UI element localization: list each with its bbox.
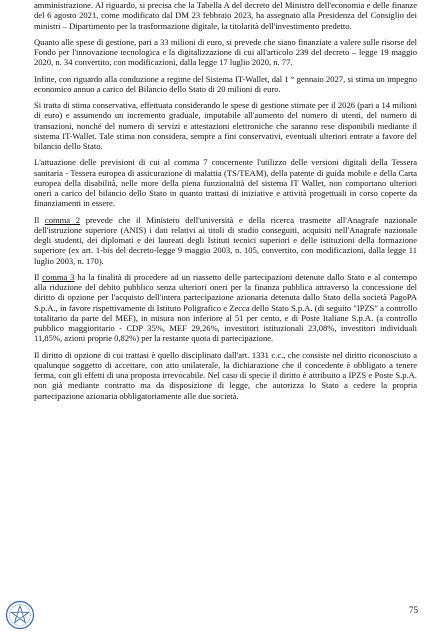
paragraph-6-prefix: Il <box>34 214 45 225</box>
page-number: 75 <box>409 605 418 615</box>
paragraph-4: Si tratta di stima conservativa, effettuata considerando le spese di gestione stimate per il 2026 (pari a 14 milioni di euro) e assumendo un incremento graduale, imputabile all'aumento del numero di utenti, del numero di transazioni, nonché del numero di servizi e attestazioni elettroniche che saranno rese disponibili mediante il sistema IT-Wallet. Tale stima non considera, sempre a fini conservativi, eventuali ulteriori entrate a favore del bilancio dello Stato. <box>34 100 417 151</box>
paragraph-8: Il diritto di opzione di cui trattasi è quello disciplinato dall'art. 1331 c.c., che consiste nel diritto riconosciuto a qualunque soggetto di accettare, con atto unilaterale, la dichiarazione che il concedente è obbligato a tenere ferma, con gli effetti di una proposta irrevocabile. Nel caso di specie il diritto è attribuito a IPZS e Poste S.p.A. non già mediante contratto ma da disposizione di legge, che autorizza lo Stato a cedere la propria partecipazione azionaria obbligatoriamente alle due società. <box>34 349 417 401</box>
paragraph-6-text: prevede che il Ministero dell'università e della ricerca trasmette all'Anagrafe nazionale dell'istruzione superiore (ANIS) i dati relativi ai titoli di studio conseguiti, acquisiti nell'Anagrafe nazionale degli studenti, dei diplomati e dei laureati degli Istituti tecnici superiori e delle istituzioni della formazione superiore (ex art. 1-bis del decreto-legge 9 maggio 2003, n. 105, convertito, con modificazioni, dalla legge 11 luglio 2003, n. 170). <box>34 214 417 266</box>
state-emblem-seal-icon <box>5 600 35 630</box>
paragraph-7-prefix: Il <box>34 271 43 282</box>
paragraph-6 <box>34 215 417 266</box>
document-body <box>34 0 417 407</box>
paragraph-1: amministrazione. Al riguardo, si precisa che la Tabella A del decreto del Ministro dell'economia e delle finanze del 6 agosto 2021, come modificato dal DM 23 febbraio 2023, ha assegnato alla Presidenza del Consiglio dei ministri – Dipartimento per la trasformazione digitale, la titolarità dell'investimento predetto. <box>34 0 417 31</box>
paragraph-5: L'attuazione delle previsioni di cui al comma 7 concernente l'utilizzo delle versioni digitali della Tessera sanitaria - Tessera europea di assicurazione di malattia (TS/TEAM), della patente di guida mobile e della Carta europea della disabilità, nelle more della piena funzionalità del sistema IT Wallet, non comportano ulteriori oneri a carico del bilancio dello Stato in quanto trattasi di iniziative e attività progettuali in corso coperte da finanziamenti in essere. <box>34 157 417 209</box>
comma-3-link: comma 3 <box>42 271 75 282</box>
paragraph-7 <box>34 272 417 344</box>
paragraph-3: Infine, con riguardo alla conduzione a regime del Sistema IT-Wallet, dal 1 ° gennaio 2027, si stima un impegno economico annuo a carico del Bilancio dello Stato di 20 milioni di euro. <box>34 73 417 94</box>
paragraph-2: Quanto alle spese di gestione, pari a 33 milioni di euro, si prevede che siano finanziate a valere sulle risorse del Fondo per l'innovazione tecnologica e la digitalizzazione di cui all'articolo 239 del decreto – legge 19 maggio 2020, n. 34 convertito, con modificazioni, dalla legge 17 luglio 2020, n. 77. <box>34 36 417 68</box>
paragraph-7-text: ha la finalità di procedere ad un riassetto delle partecipazioni detenute dallo Stato e al contempo alla riduzione del debito pubblico senza ulteriori oneri per la finanza pubblica attraverso la concessione del diritto di opzione per l'acquisto dell'intera partecipazione azionaria detenuta dallo Stato della società PagoPA S.p.A., in favore rispettivamente di Istituto Poligrafico e Zecca dello Stato S.p.A. (di seguito "IPZS" a controllo totalitario da parte del MEF), in misura non inferiore al 51 per cento, e di Poste Italiane S.p.A. (a controllo pubblico maggioritario - CDP 35%, MEF 29,26%, investitori istituzionali 23,08%, investitori individuali 11,85%, azioni proprie 0,82%) per la restante quota di partecipazione. <box>34 271 417 344</box>
comma-2-link: comma 2 <box>44 214 81 225</box>
